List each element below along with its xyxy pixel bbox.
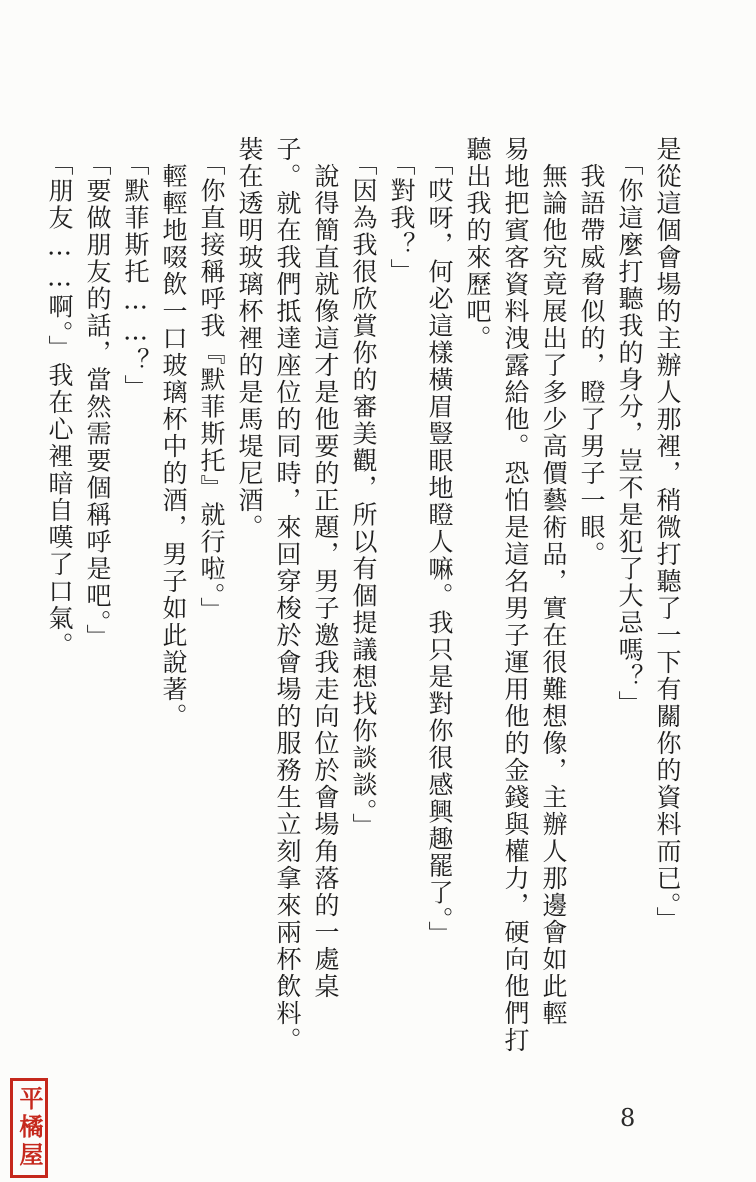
text-column: 裝在透明玻璃杯裡的是馬堤尼酒。	[235, 136, 264, 541]
text-column: 是從這個會場的主辦人那裡，稍微打聽了一下有關你的資料而已。」	[653, 136, 682, 934]
text-column: 「你這麼打聽我的身分，豈不是犯了大忌嗎？」	[615, 136, 644, 718]
text-column: 「朋友……啊。」我在心裡暗自嘆了口氣。	[45, 136, 74, 659]
text-column: 「哎呀，何必這樣橫眉豎眼地瞪人嘛。我只是對你很感興趣罷了。」	[425, 136, 454, 948]
text-column: 我語帶威脅似的，瞪了男子一眼。	[577, 136, 606, 568]
text-column: 輕輕地啜飲一口玻璃杯中的酒，男子如此說著。	[159, 136, 188, 730]
text-column: 聽出我的來歷吧。	[463, 136, 492, 352]
vertical-text-block	[40, 136, 686, 1106]
text-column: 「對我？」	[387, 136, 416, 286]
publisher-seal	[10, 1078, 48, 1178]
text-column: 「要做朋友的話，當然需要個稱呼是吧。」	[83, 136, 112, 651]
page-number: 8	[620, 1104, 636, 1132]
text-column: 「你直接稱呼我『默菲斯托』就行啦。」	[197, 136, 226, 624]
text-column: 說得簡直就像這才是他要的正題，男子邀我走向位於會場角落的一處桌	[311, 136, 340, 1000]
text-column: 無論他究竟展出了多少高價藝術品，實在很難想像，主辦人那邊會如此輕	[539, 136, 568, 1027]
text-column: 易地把賓客資料洩露給他。恐怕是這名男子運用他的金錢與權力，硬向他們打	[501, 136, 530, 1054]
seal-text: 平橘屋	[15, 1086, 44, 1170]
text-column: 「默菲斯托……？」	[121, 136, 150, 402]
text-column: 子。就在我們抵達座位的同時，來回穿梭於會場的服務生立刻拿來兩杯飲料。	[273, 136, 302, 1054]
text-column: 「因為我很欣賞你的審美觀，所以有個提議想找你談談。」	[349, 136, 378, 840]
